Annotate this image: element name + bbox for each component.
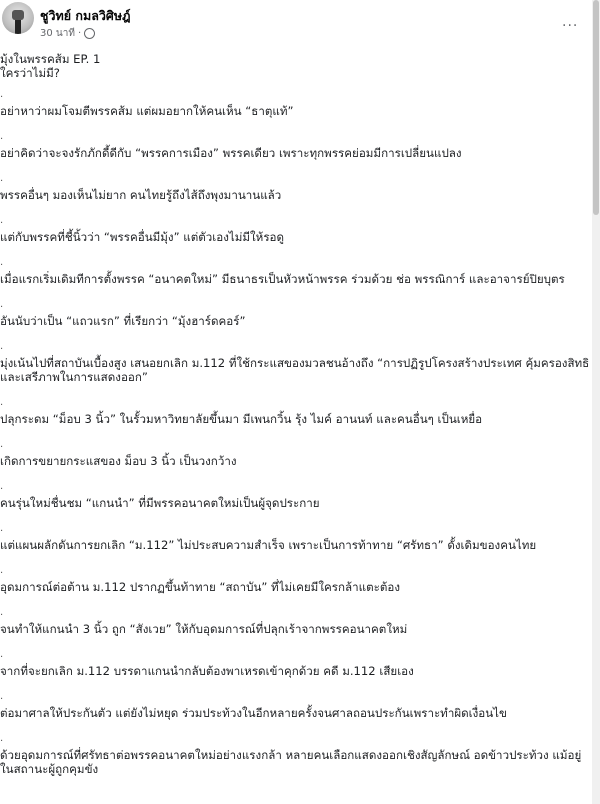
globe-icon — [84, 28, 95, 39]
paragraph — [0, 258, 590, 286]
paragraph — [0, 608, 590, 636]
paragraph-text: แต่แผนผลักดันการยกเลิก “ม.112” ไม่ประสบความสำเร็จ เพราะเป็นการท้าทาย “ศรัทธา” ดั้งเดิมของคนไทย — [0, 538, 537, 552]
paragraph-text: อันนับว่าเป็น “แถวแรก” ที่เรียกว่า “มุ้งฮาร์ดคอร์” — [0, 314, 246, 328]
separator-dot: . — [0, 397, 4, 408]
paragraph — [0, 132, 590, 160]
separator-dot: . — [0, 523, 4, 534]
post-body — [0, 52, 590, 790]
paragraph-text: อุดมการณ์ต่อต้าน ม.112 ปรากฏขึ้นท้าทาย “สถาบัน” ที่ไม่เคยมีใครกล้าแตะต้อง — [0, 580, 400, 594]
paragraph — [0, 440, 590, 468]
paragraph — [0, 90, 590, 118]
paragraph-text: เมื่อแรกเริ่มเดิมทีการตั้งพรรค “อนาคตใหม่” มีธนาธรเป็นหัวหน้าพรรค ร่วมด้วย ช่อ พรรณิการ์ และอาจารย์ปิยบุตร — [0, 272, 565, 286]
post-time[interactable]: 30 นาที — [40, 28, 75, 39]
avatar-face — [12, 10, 24, 20]
paragraph — [0, 482, 590, 510]
paragraph — [0, 734, 590, 776]
post-meta — [40, 26, 95, 41]
separator-dot: . — [0, 173, 4, 184]
paragraph — [0, 216, 590, 244]
avatar[interactable] — [2, 2, 34, 34]
paragraph-text: มุ่งเน้นไปที่สถาบันเบื้องสูง เสนอยกเลิก ม.112 ที่ใช้กระแสของมวลชนอ้างถึง “การปฏิรูปโครงสร้างประเทศ คุ้มครองสิทธิและเสรีภาพในการแสดงออก” — [0, 356, 590, 384]
paragraph-text: คนรุ่นใหม่ชื่นชม “แกนนำ” ที่มีพรรคอนาคตใหม่เป็นผู้จุดประกาย — [0, 496, 320, 510]
paragraph — [0, 692, 590, 720]
paragraph-text: เกิดการขยายกระแสของ ม็อบ 3 นิ้ว เป็นวงกว้าง — [0, 454, 237, 468]
paragraph — [0, 342, 590, 384]
separator-dot: . — [0, 481, 4, 492]
scrollbar-thumb[interactable] — [593, 0, 599, 215]
paragraph — [0, 524, 590, 552]
separator-dot: . — [0, 649, 4, 660]
paragraph — [0, 566, 590, 594]
separator-dot: . — [0, 215, 4, 226]
title-line: มุ้งในพรรคส้ม EP. 1 — [0, 52, 101, 66]
paragraph — [0, 174, 590, 202]
post-title — [0, 52, 590, 80]
author-name[interactable]: ชูวิทย์ กมลวิศิษฎ์ — [40, 8, 131, 23]
separator-dot: . — [0, 89, 4, 100]
paragraph-text: ปลุกระดม “ม็อบ 3 นิ้ว” ในรั้วมหาวิทยาลัยขึ้นมา มีเพนกวิ้น รุ้ง ไมค์ อานนท์ และคนอื่นๆ เป็นเหยื่อ — [0, 412, 483, 426]
post-header — [0, 0, 590, 50]
paragraph-text: พรรคอื่นๆ มองเห็นไม่ยาก คนไทยรู้ถึงไส้ถึงพุงมานานแล้ว — [0, 188, 282, 202]
avatar-body — [15, 20, 21, 34]
separator-dot: . — [0, 299, 4, 310]
paragraph-text: ต่อมาศาลให้ประกันตัว แต่ยังไม่หยุด ร่วมประท้วงในอีกหลายครั้งจนศาลถอนประกันเพราะทำผิดเงื่อนไข — [0, 706, 507, 720]
paragraph-text: แต่กับพรรคที่ชี้นิ้วว่า “พรรคอื่นมีมุ้ง” แต่ตัวเองไม่มีให้รอดู — [0, 230, 285, 244]
separator-dot: . — [0, 341, 4, 352]
separator-dot: . — [0, 131, 4, 142]
separator-dot: . — [0, 439, 4, 450]
title-line: ใครว่าไม่มี? — [0, 66, 60, 80]
separator-dot: . — [0, 565, 4, 576]
meta-separator: · — [77, 28, 82, 39]
separator-dot: . — [0, 733, 4, 744]
paragraph — [0, 300, 590, 328]
paragraph-text: จนทำให้แกนนำ 3 นิ้ว ถูก “สังเวย” ให้กับอุดมการณ์ที่ปลุกเร้าจากพรรคอนาคตใหม่ — [0, 622, 408, 636]
scrollbar[interactable] — [592, 0, 600, 804]
paragraph-text: จากที่จะยกเลิก ม.112 บรรดาแกนนำกลับต้องพาเหรดเข้าคุกด้วย คดี ม.112 เสียเอง — [0, 664, 414, 678]
paragraph — [0, 650, 590, 678]
paragraph-text: ด้วยอุดมการณ์ที่ศรัทธาต่อพรรคอนาคตใหม่อย่างแรงกล้า หลายคนเลือกแสดงออกเชิงสัญลักษณ์ อดข้าวประท้วง แม้อยู่ในสถานะผู้ถูกคุมขัง — [0, 748, 582, 776]
separator-dot: . — [0, 257, 4, 268]
paragraph-text: อย่าหาว่าผมโจมตีพรรคส้ม แต่ผมอยากให้คนเห็น “ธาตุแท้” — [0, 104, 294, 118]
separator-dot: . — [0, 607, 4, 618]
separator-dot: . — [0, 691, 4, 702]
more-options-button[interactable]: ... — [562, 14, 579, 30]
paragraph-text: อย่าคิดว่าจะจงรักภักดี้ดีกับ “พรรคการเมือง” พรรคเดียว เพราะทุกพรรคย่อมมีการเปลี่ยนแปลง — [0, 146, 462, 160]
paragraph — [0, 398, 590, 426]
